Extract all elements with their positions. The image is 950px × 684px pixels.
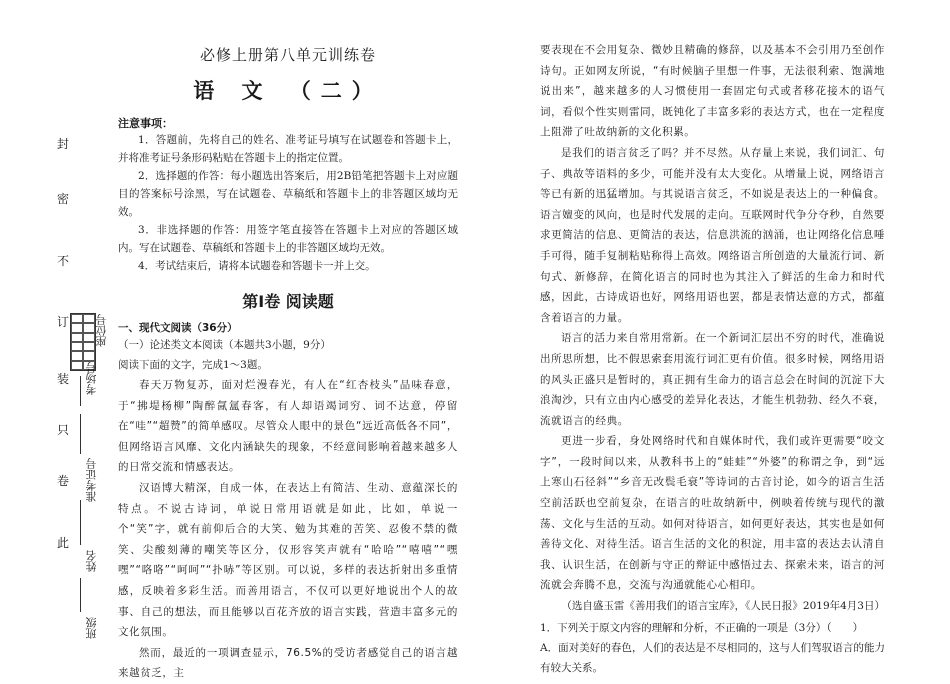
name-line[interactable] — [80, 500, 81, 545]
seal-char: 密 — [57, 192, 70, 206]
subpart-heading: （一）论述类文本阅读（本题共3小题，9分） — [118, 339, 331, 351]
passage-paragraph: 更进一步看，身处网络时代和自媒体时代，我们或许更需要“咬文字”，一段时间以来，从教科书上的“蛙蛙”“外婆”的称谓之争，到“远上寒山石径斜”“乡音无改鬓毛衰”等诗词的古音讨论，如今的语言生活空前活跃也空前复杂，在语言的吐故纳新中，例映着传统与现代的激荡、文化与生活的互动。如何对待语言，如何更好表达，其实也是如何善待文化、对待生活。语言生活的文化的积淀，用丰富的表达去认清自我、认识生活，在创新与守正的辩证中感悟过去、探索未来，语言的河流就会奔腾不息，交流与沟通就能心心相印。 — [540, 435, 885, 592]
part-heading: 一、现代文阅读（36分） — [118, 322, 238, 334]
passage-source: （选自盛玉雷《善用我们的语言宝库》，《人民日报》2019年4月3日） — [561, 600, 885, 613]
left-column — [118, 40, 458, 684]
seal-char: 卷 — [57, 474, 70, 488]
right-column — [540, 40, 885, 678]
passage-paragraph: 语言的活力来自常用常新。在一个新词汇层出不穷的时代，准确说出所思所想，比不假思索套用流行词汇更有价值。很多时候，网络用语的风头正盛只是暂时的，真正拥有生命力的语言总会在时间的沉淀下大浪淘沙，只有立由内心感受的差异化表达，才能生机勃勃、经久不衰，流就语言的经典。 — [540, 332, 885, 427]
passage-paragraph: 要表现在不会用复杂、微妙且精确的修辞，以及基本不会引用乃至创作诗句。正如网友所说，“有时候脑子里想一件事，无法很利索、饱满地说出来”，越来越多的人习惯使用一套固定句式或者移花接木的语气词，看似个性实则雷同，既钝化了丰富多彩的表达方式，也在一定程度上阻滞了吐故纳新的文化积累。 — [540, 44, 885, 139]
answer-option-a[interactable]: A．面对美好的春色，人们的表达是不尽相同的，这与人们驾驭语言的能力有较大关系。 — [540, 642, 885, 675]
notes-heading: 注意事项： — [118, 117, 173, 130]
exam-room-label: 考场号 — [85, 362, 98, 395]
exam-id-line[interactable] — [80, 414, 81, 454]
reading-instruction: 阅读下面的文字，完成1～3题。 — [118, 359, 268, 371]
passage-paragraph: 是我们的语言贫乏了吗？并不尽然。从存量上来说，我们词汇、句子、典故等语料的多少，可能并没有太大变化。从增量上说，网络语言等已有新的迅猛增加。与其说语言贫乏，不如说是表达上的一种偏食。语言嬗变的风向，也是时代发展的走向。互联网时代争分夺秒，自然要求更简洁的信息、更简洁的表达，信息洪流的汹涌，也让网络化信息唾手可得，随手复制粘贴称得上高效。网络语言所创造的大量流行词、新句式、新修辞，在简化语言的同时也为其注入了鲜活的生命力和时代感，因此，古诗成语也好，网络用语也罢，都是表情达意的方式，都蕴含着语言的力量。 — [540, 146, 885, 324]
seat-label: 座位号 — [95, 314, 108, 347]
paper-title: 语 文 （二） — [193, 79, 383, 103]
passage-paragraph: 然而，最近的一项调查显示，76.5%的受访者感觉自己的语言越来越贫乏，主 — [118, 646, 458, 680]
exam-id-label: 准考证号 — [85, 458, 98, 502]
seal-char: 只 — [57, 423, 70, 437]
section-title: 第Ⅰ卷 阅读题 — [242, 292, 334, 311]
class-label: 班级 — [85, 617, 98, 639]
note-item: 3．非选择题的作答：用签字笔直接答在答题卡上对应的答题区域内。写在试题卷、草稿纸和答题卡上的非答题区域均无效。 — [118, 224, 458, 254]
passage-paragraph: 春天万物复苏，面对烂漫春光，有人在“红杏枝头”品味春意，于“拂堤杨柳”陶醉氤氲春客，有人却语竭词穷、词不达意，停留在“哇”“超赞”的简单感叹。尽管众人眼中的景色“远近高低各不同”，但网络语言风靡、文化内涵缺失的现象，不经意间影响着越来越多人的日常交流和情感表达。 — [118, 379, 458, 474]
seal-char: 此 — [57, 536, 70, 550]
class-line[interactable] — [80, 578, 81, 612]
passage-paragraph: 汉语博大精深，自成一体，在表达上有简洁、生动、意蕴深长的特点。不说古诗词，单说日常用语就是如此，比如，单说一个“笑”字，就有前仰后合的大笑、勉为其难的苦笑、忍俊不禁的微笑、尖酸刻薄的嘲笑等区分，仅形容笑声就有“哈哈”“嘻嘻”“嘿嘿”“咯咯”“呵呵”“扑哧”等区别。可以说，多样的表达折射出多重情感，反映着多彩生活。而善用语言，不仅可以更好地说出个人的故事、自己的想法，而且能够以百花齐放的语言实践，营造丰富多元的文化氛围。 — [118, 481, 458, 639]
note-item: 2．选择题的作答：每小题选出答案后，用2B铅笔把答题卡上对应题目的答案标号涂黑，写在试题卷、草稿纸和答题卡上的非答题区域均无效。 — [118, 170, 458, 218]
note-item: 1．答题前，先将自己的姓名、准考证号填写在试题卷和答题卡上，并将准考证号条形码粘贴在答题卡上的指定位置。 — [118, 134, 458, 164]
note-item: 4．考试结束后，请将本试题卷和答题卡一并上交。 — [138, 260, 376, 272]
exam-room-line[interactable] — [80, 376, 81, 406]
seal-char: 装 — [57, 372, 70, 386]
name-label: 姓名 — [85, 550, 98, 572]
seal-char: 封 — [57, 137, 70, 151]
question-stem: 1．下列关于原文内容的理解和分析，不正确的一项是（3分）（ ） — [540, 622, 864, 635]
seal-char: 订 — [57, 315, 70, 329]
seal-char: 不 — [57, 254, 70, 268]
paper-subtitle: 必修上册第八单元训练卷 — [199, 46, 376, 64]
